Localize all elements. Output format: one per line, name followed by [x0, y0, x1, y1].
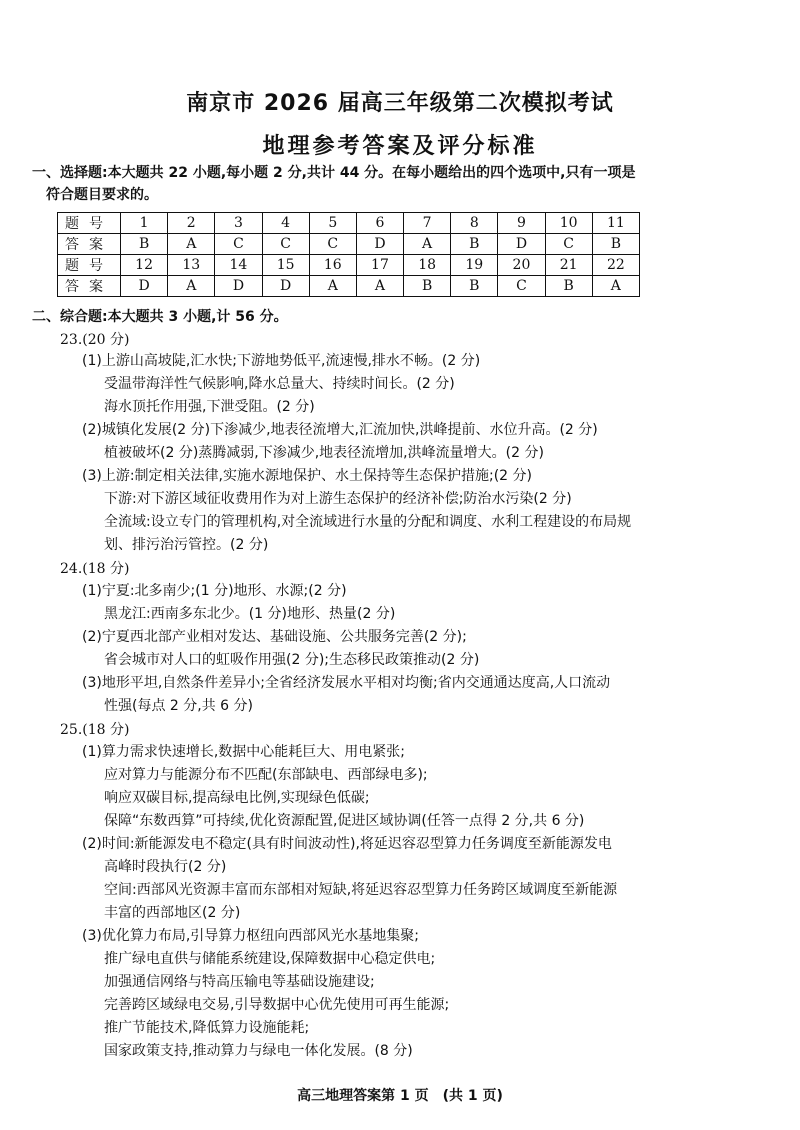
exam-subtitle: 地理参考答案及评分标准 — [262, 134, 538, 159]
table-number-row — [58, 213, 640, 234]
q24-line: 性强(每点 2 分,共 6 分) — [104, 698, 253, 714]
table-cell: C — [545, 234, 592, 255]
table-cell: 18 — [404, 255, 451, 276]
table-cell: 22 — [592, 255, 639, 276]
table-cell: D — [121, 276, 168, 297]
q25-line: 响应双碳目标,提高绿电比例,实现绿色低碳; — [104, 790, 370, 806]
q23-line: 全流域:设立专门的管理机构,对全流域进行水量的分配和调度、水利工程建设的布局规 — [104, 514, 632, 530]
q25-line: 加强通信网络与特高压输电等基础设施建设; — [104, 974, 375, 990]
table-cell: B — [451, 276, 498, 297]
q23-line: 海水顶托作用强,下泄受阻。(2 分) — [104, 399, 315, 415]
q25-line: (3)优化算力布局,引导算力枢纽向西部风光水基地集聚; — [82, 928, 419, 944]
table-cell: 2 — [168, 213, 215, 234]
table-cell: 12 — [121, 255, 168, 276]
table-cell: 4 — [262, 213, 309, 234]
table-cell: 21 — [545, 255, 592, 276]
table-cell: 10 — [545, 213, 592, 234]
q24-heading: 24.(18 分) — [60, 561, 130, 577]
table-cell: A — [592, 276, 639, 297]
q25-line: 国家政策支持,推动算力与绿电一体化发展。(8 分) — [104, 1043, 413, 1059]
section1-line2: 符合题目要求的。 — [46, 187, 158, 203]
table-cell: 15 — [262, 255, 309, 276]
page-footer: 高三地理答案第 1 页 (共 1 页) — [297, 1088, 503, 1104]
q25-line: 空间:西部风光资源丰富而东部相对短缺,将延迟容忍型算力任务跨区域调度至新能源 — [104, 882, 618, 898]
table-cell: B — [121, 234, 168, 255]
table-cell: C — [309, 234, 356, 255]
table-cell: C — [498, 276, 545, 297]
table-cell: D — [498, 234, 545, 255]
table-answer-row — [58, 276, 640, 297]
table-cell: C — [215, 234, 262, 255]
table-number-row — [58, 255, 640, 276]
q25-line: (2)时间:新能源发电不稳定(具有时间波动性),将延迟容忍型算力任务调度至新能源发电 — [82, 836, 612, 852]
table-row-label: 答案 — [58, 234, 121, 255]
table-cell: B — [451, 234, 498, 255]
table-cell: 3 — [215, 213, 262, 234]
table-cell: D — [215, 276, 262, 297]
q25-heading: 25.(18 分) — [60, 722, 130, 738]
table-cell: 16 — [309, 255, 356, 276]
table-cell: 19 — [451, 255, 498, 276]
table-cell: 8 — [451, 213, 498, 234]
table-cell: A — [168, 234, 215, 255]
q23-line: (2)城镇化发展(2 分)下渗减少,地表径流增大,汇流加快,洪峰提前、水位升高。(2 分) — [82, 422, 598, 438]
table-cell: 20 — [498, 255, 545, 276]
table-cell: D — [262, 276, 309, 297]
table-cell: 5 — [309, 213, 356, 234]
q24-line: 省会城市对人口的虹吸作用强(2 分);生态移民政策推动(2 分) — [104, 652, 480, 668]
q25-line: 应对算力与能源分布不匹配(东部缺电、西部绿电多); — [104, 767, 428, 783]
q24-line: (3)地形平坦,自然条件差异小;全省经济发展水平相对均衡;省内交通通达度高,人口流动 — [82, 675, 611, 691]
table-cell: A — [168, 276, 215, 297]
exam-title: 南京市 2026 届高三年级第二次模拟考试 — [186, 91, 614, 116]
q23-line: 下游:对下游区域征收费用作为对上游生态保护的经济补偿;防治水污染(2 分) — [104, 491, 572, 507]
table-cell: B — [545, 276, 592, 297]
q23-line: 划、排污治污管控。(2 分) — [104, 537, 269, 553]
table-cell: B — [404, 276, 451, 297]
q24-line: (2)宁夏西北部产业相对发达、基础设施、公共服务完善(2 分); — [82, 629, 467, 645]
table-cell: 11 — [592, 213, 639, 234]
q23-heading: 23.(20 分) — [60, 332, 130, 348]
q25-line: 完善跨区域绿电交易,引导数据中心优先使用可再生能源; — [104, 997, 450, 1013]
answer-table — [57, 212, 640, 297]
table-cell: 14 — [215, 255, 262, 276]
q25-line: 高峰时段执行(2 分) — [104, 859, 227, 875]
table-row-label: 题号 — [58, 213, 121, 234]
table-cell: A — [404, 234, 451, 255]
q25-line: 丰富的西部地区(2 分) — [104, 905, 241, 921]
table-answer-row — [58, 234, 640, 255]
q24-line: 黑龙江:西南多东北少。(1 分)地形、热量(2 分) — [104, 606, 396, 622]
q23-line: 受温带海洋性气候影响,降水总量大、持续时间长。(2 分) — [104, 376, 455, 392]
section1-heading — [32, 162, 752, 206]
table-cell: D — [356, 234, 403, 255]
table-cell: 13 — [168, 255, 215, 276]
q23-line: (3)上游:制定相关法律,实施水源地保护、水土保持等生态保护措施;(2 分) — [82, 468, 532, 484]
table-row-label: 答案 — [58, 276, 121, 297]
q25-line: 保障“东数西算”可持续,优化资源配置,促进区域协调(任答一点得 2 分,共 6 分) — [104, 813, 585, 829]
q23-line: (1)上游山高坡陡,汇水快;下游地势低平,流速慢,排水不畅。(2 分) — [82, 353, 481, 369]
table-cell: 9 — [498, 213, 545, 234]
table-cell: 17 — [356, 255, 403, 276]
table-row-label: 题号 — [58, 255, 121, 276]
table-cell: 6 — [356, 213, 403, 234]
q25-line: (1)算力需求快速增长,数据中心能耗巨大、用电紧张; — [82, 744, 405, 760]
q25-line: 推广节能技术,降低算力设施能耗; — [104, 1020, 310, 1036]
q25-line: 推广绿电直供与储能系统建设,保障数据中心稳定供电; — [104, 951, 436, 967]
table-cell: C — [262, 234, 309, 255]
q23-line: 植被破坏(2 分)蒸腾减弱,下渗减少,地表径流增加,洪峰流量增大。(2 分) — [104, 445, 544, 461]
table-cell: 1 — [121, 213, 168, 234]
table-cell: 7 — [404, 213, 451, 234]
section1-line1: 一、选择题:本大题共 22 小题,每小题 2 分,共计 44 分。在每小题给出的四个选项中,只有一项是 — [32, 165, 636, 181]
table-cell: A — [356, 276, 403, 297]
section2-heading: 二、综合题:本大题共 3 小题,计 56 分。 — [32, 309, 288, 325]
table-cell: A — [309, 276, 356, 297]
table-cell: B — [592, 234, 639, 255]
q24-line: (1)宁夏:北多南少;(1 分)地形、水源;(2 分) — [82, 583, 347, 599]
